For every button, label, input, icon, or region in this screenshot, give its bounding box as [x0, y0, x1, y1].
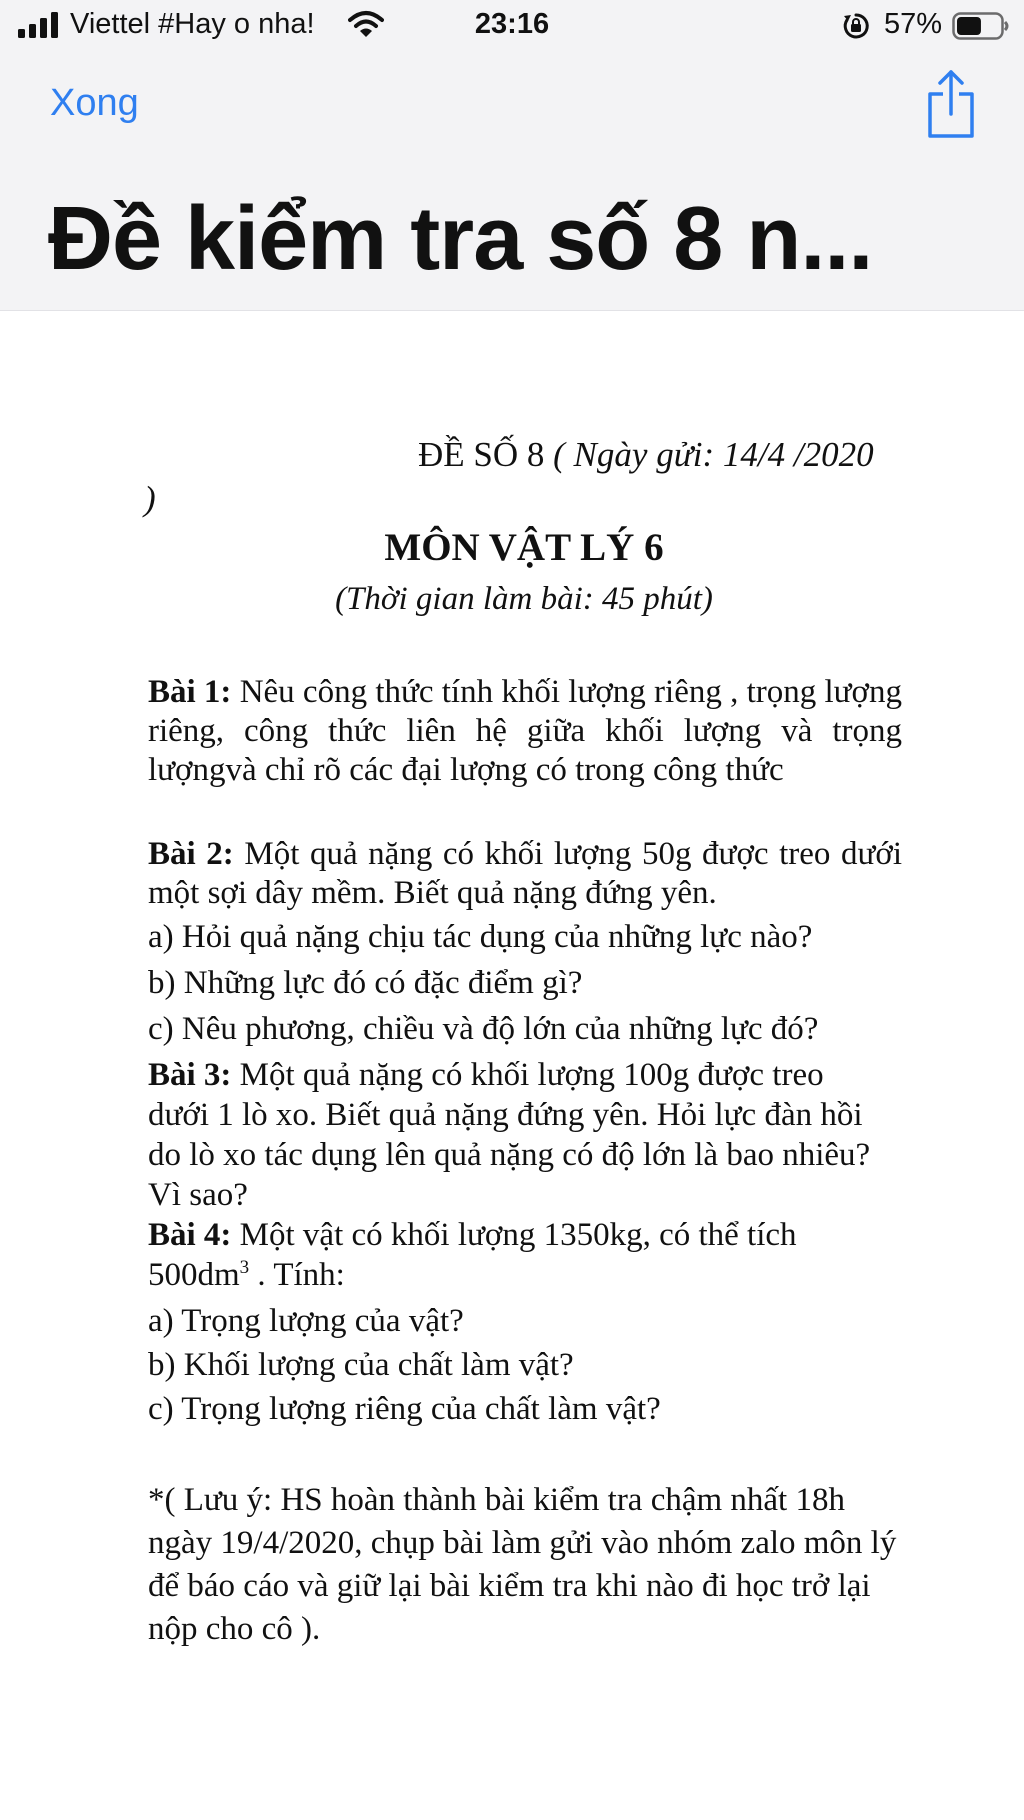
- problem-3-line-3: do lò xo tác dụng lên quả nặng có độ lớn là bao nhiêu?: [148, 1137, 871, 1173]
- carrier-name: Viettel #Hay o nha!: [70, 8, 315, 40]
- problem-4-line-2: [148, 1255, 902, 1295]
- exam-duration: (Thời gian làm bài: 45 phút): [335, 581, 713, 617]
- problem-3-line-1: [148, 1055, 902, 1095]
- problem-2-label: Bài 2:: [148, 836, 234, 872]
- problem-2-item-a: a) Hỏi quả nặng chịu tác dụng của những lực nào?: [148, 919, 813, 955]
- problem-2: [148, 835, 902, 913]
- viewer-header: [0, 0, 1024, 311]
- done-button[interactable]: Xong: [50, 82, 139, 124]
- send-date: ( Ngày gửi: 14/4 /2020: [553, 435, 874, 474]
- problem-2-item-b: b) Những lực đó có đặc điểm gì?: [148, 965, 583, 1001]
- problem-3-line-4: Vì sao?: [148, 1177, 248, 1213]
- problem-4-volume: 500dm: [148, 1257, 240, 1293]
- orientation-lock-icon: [842, 12, 870, 40]
- problem-4-text-1: Một vật có khối lượng 1350kg, có thể tích: [239, 1217, 797, 1253]
- problem-4-item-a: a) Trọng lượng của vật?: [148, 1303, 464, 1339]
- document-title: Đề kiểm tra số 8 n...: [48, 189, 873, 289]
- battery-icon: [952, 12, 1010, 40]
- problem-4: [148, 1215, 902, 1295]
- problem-4-line-1: [148, 1215, 902, 1255]
- subject-title: MÔN VẬT LÝ 6: [384, 526, 664, 569]
- problem-4-volume-exponent: 3: [239, 1257, 250, 1278]
- exam-header: [418, 435, 874, 475]
- send-date-close: ): [144, 479, 156, 518]
- battery-percentage: 57%: [884, 8, 943, 40]
- problem-4-label: Bài 4:: [148, 1217, 232, 1253]
- submission-note: *( Lưu ý: HS hoàn thành bài kiểm tra chậm nhất 18h ngày 19/4/2020, chụp bài làm gửi vào nhóm zalo môn lý để báo cáo và giữ lại bài kiểm tra khi nào đi học trở lại nộp cho cô ).: [148, 1482, 897, 1647]
- status-time: 23:16: [474, 8, 550, 40]
- problem-1: [148, 673, 902, 790]
- problem-3: [148, 1055, 902, 1215]
- problem-3-text-1: Một quả nặng có khối lượng 100g được treo: [239, 1057, 824, 1093]
- problem-4-item-b: b) Khối lượng của chất làm vật?: [148, 1347, 574, 1383]
- share-icon[interactable]: [924, 68, 978, 140]
- status-bar: [0, 0, 1024, 52]
- exam-number: ĐỀ SỐ 8: [418, 435, 545, 474]
- problem-1-label: Bài 1:: [148, 674, 232, 710]
- problem-2-text: Một quả nặng có khối lượng 50g được treo dưới một sợi dây mềm. Biết quả nặng đứng yên.: [148, 836, 903, 911]
- problem-3-label: Bài 3:: [148, 1057, 232, 1093]
- document-page: [0, 311, 1024, 1820]
- problem-1-text: Nêu công thức tính khối lượng riêng , trọng lượng riêng, công thức liên hệ giữa khối lượng và trọng lượngvà chỉ rõ các đại lượng có trong công thức: [148, 674, 903, 788]
- problem-4-text-2: . Tính:: [249, 1257, 345, 1293]
- problem-4-item-c: c) Trọng lượng riêng của chất làm vật?: [148, 1391, 661, 1427]
- problem-2-item-c: c) Nêu phương, chiều và độ lớn của những lực đó?: [148, 1011, 819, 1047]
- problem-3-line-2: dưới 1 lò xo. Biết quả nặng đứng yên. Hỏi lực đàn hồi: [148, 1097, 863, 1133]
